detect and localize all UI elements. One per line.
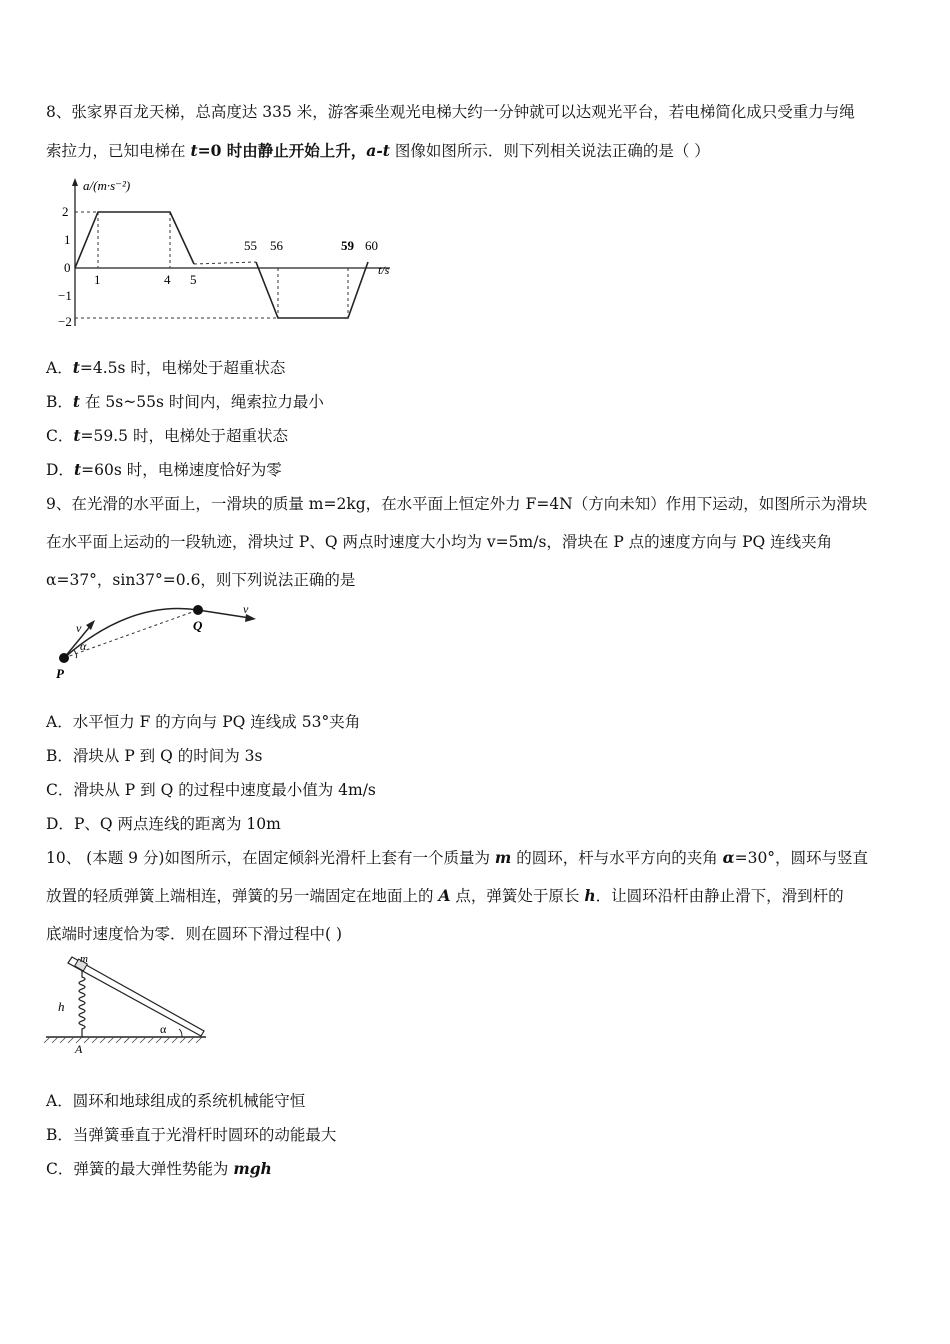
at-curve-segment-1 <box>75 212 194 268</box>
q10-option-c <box>46 1159 272 1179</box>
q8-var-at: a-t <box>366 141 390 160</box>
spring <box>79 971 85 1037</box>
q10-stem-text: 放置的轻质弹簧上端相连，弹簧的另一端固定在地面上的 <box>46 887 439 905</box>
option-var: t <box>72 358 80 377</box>
q10-incline-figure <box>44 953 209 1058</box>
q8-option-a <box>46 358 285 378</box>
q9-option-d <box>46 814 281 834</box>
label-m: m <box>80 953 88 965</box>
q8-stem-text: 图像如图所示．则下列相关说法正确的是（ ） <box>389 142 710 160</box>
label-alpha: α <box>80 639 87 653</box>
q8-option-b <box>46 392 324 412</box>
option-key: A． <box>46 1092 73 1110</box>
option-key: D． <box>46 815 74 833</box>
label-q: Q <box>193 618 203 633</box>
y-tick: 0 <box>64 260 71 275</box>
option-key: C． <box>46 781 74 799</box>
option-var: t <box>72 392 81 411</box>
q8-stem-text: 索拉力，已知电梯在 <box>46 142 191 160</box>
q9-option-c <box>46 780 376 800</box>
q10-var-A: A <box>438 886 451 905</box>
option-text: =4.5s 时，电梯处于超重状态 <box>79 359 286 377</box>
q10-stem-line-2 <box>46 886 844 906</box>
q8-stem-text: =0 时由静止开始上升， <box>197 141 367 160</box>
q8-at-graph <box>60 176 410 336</box>
option-text: =60s 时，电梯速度恰好为零 <box>81 461 282 479</box>
option-key: C． <box>46 427 74 445</box>
option-key: C． <box>46 1160 74 1178</box>
label-alpha: α <box>160 1022 167 1036</box>
point-p <box>59 653 69 663</box>
option-text: 滑块从 P 到 Q 的时间为 3s <box>72 747 263 765</box>
option-text: =59.5 时，电梯处于超重状态 <box>80 427 288 445</box>
x-tick: 55 <box>244 238 257 253</box>
option-text: 水平恒力 F 的方向与 PQ 连线成 53°夹角 <box>72 713 361 731</box>
q10-stem-text: 的圆环，杆与水平方向的夹角 <box>511 849 723 867</box>
q9-option-b <box>46 746 262 766</box>
q10-stem-text: 点，弹簧处于原长 <box>450 887 585 905</box>
q9-stem-line-2: 在水平面上运动的一段轨迹，滑块过 P、Q 两点时速度大小均为 v=5m/s，滑块在 P 点的速度方向与 PQ 连线夹角 <box>46 533 833 551</box>
x-tick: 4 <box>164 272 171 287</box>
x-tick: 5 <box>190 272 197 287</box>
x-tick: 59 <box>341 238 354 253</box>
q9-trajectory-figure <box>50 600 270 685</box>
option-var: mgh <box>233 1159 272 1178</box>
option-key: A． <box>46 713 73 731</box>
at-graph-svg <box>60 176 410 336</box>
option-key: B． <box>46 393 73 411</box>
option-key: D． <box>46 461 74 479</box>
q10-var-h: h <box>584 886 596 905</box>
point-q <box>193 605 203 615</box>
q10-stem-line-3: 底端时速度恰为零．则在圆环下滑过程中( ) <box>46 925 343 943</box>
option-text: P、Q 两点连线的距离为 10m <box>73 815 281 833</box>
option-text: 在 5s~55s 时间内，绳索拉力最小 <box>80 393 324 411</box>
q8-option-c <box>46 426 288 446</box>
q10-stem-line-1 <box>46 848 868 868</box>
gap-5-to-55 <box>194 262 256 264</box>
q10-stem-text: 10、 (本题 9 分)如图所示，在固定倾斜光滑杆上套有一个质量为 <box>46 849 495 867</box>
label-h: h <box>58 999 65 1014</box>
q8-option-d <box>46 460 282 480</box>
option-var: t <box>73 460 82 479</box>
q9-stem-line-3: α=37°，sin37°=0.6，则下列说法正确的是 <box>46 571 356 589</box>
label-A: A <box>75 1042 83 1056</box>
trajectory-svg <box>50 600 270 685</box>
q8-var-t: t <box>190 141 198 160</box>
option-var: t <box>73 426 81 445</box>
inclined-rod <box>68 957 204 1036</box>
q10-option-a <box>46 1091 305 1111</box>
angle-arc <box>179 1029 182 1037</box>
y-tick: −2 <box>58 314 72 329</box>
q10-var-m: m <box>494 848 512 867</box>
x-tick: 56 <box>270 238 283 253</box>
q9-stem-line-1: 9、在光滑的水平面上，一滑块的质量 m=2kg，在水平面上恒定外力 F=4N（方向未知）作用下运动，如图所示为滑块 <box>46 495 868 513</box>
y-tick: 1 <box>64 232 71 247</box>
q10-var-alpha: α <box>722 848 735 867</box>
x-axis-label: t/s <box>378 263 390 277</box>
ground-hatch <box>44 1037 202 1043</box>
option-key: B． <box>46 1126 73 1144</box>
q9-option-a <box>46 712 360 732</box>
y-tick: −1 <box>58 288 72 303</box>
option-text: 当弹簧垂直于光滑杆时圆环的动能最大 <box>72 1126 337 1144</box>
x-tick: 60 <box>365 238 378 253</box>
label-v-q: v <box>243 602 249 616</box>
option-text: 滑块从 P 到 Q 的过程中速度最小值为 4m/s <box>73 781 376 799</box>
q10-option-b <box>46 1125 336 1145</box>
q10-stem-text: ．让圆环沿杆由静止滑下，滑到杆的 <box>595 887 844 905</box>
q8-stem-line-1: 8、张家界百龙天梯，总高度达 335 米，游客乘坐观光电梯大约一分钟就可以达观光平台，若电梯简化成只受重力与绳 <box>46 103 855 121</box>
label-p: P <box>56 666 64 681</box>
y-axis-arrow <box>72 178 78 186</box>
option-text: 圆环和地球组成的系统机械能守恒 <box>72 1092 306 1110</box>
option-key: B． <box>46 747 73 765</box>
y-axis-label: a/(m·s⁻²) <box>83 178 131 193</box>
y-tick: 2 <box>62 204 69 219</box>
option-text: 弹簧的最大弹性势能为 <box>73 1160 234 1178</box>
q8-stem-line-2 <box>46 141 710 161</box>
option-key: A． <box>46 359 73 377</box>
at-curve-segment-2 <box>256 262 368 318</box>
x-tick: 1 <box>94 272 101 287</box>
q10-stem-text: =30°，圆环与竖直 <box>734 849 869 867</box>
incline-svg <box>44 953 209 1058</box>
label-v-p: v <box>76 621 82 635</box>
